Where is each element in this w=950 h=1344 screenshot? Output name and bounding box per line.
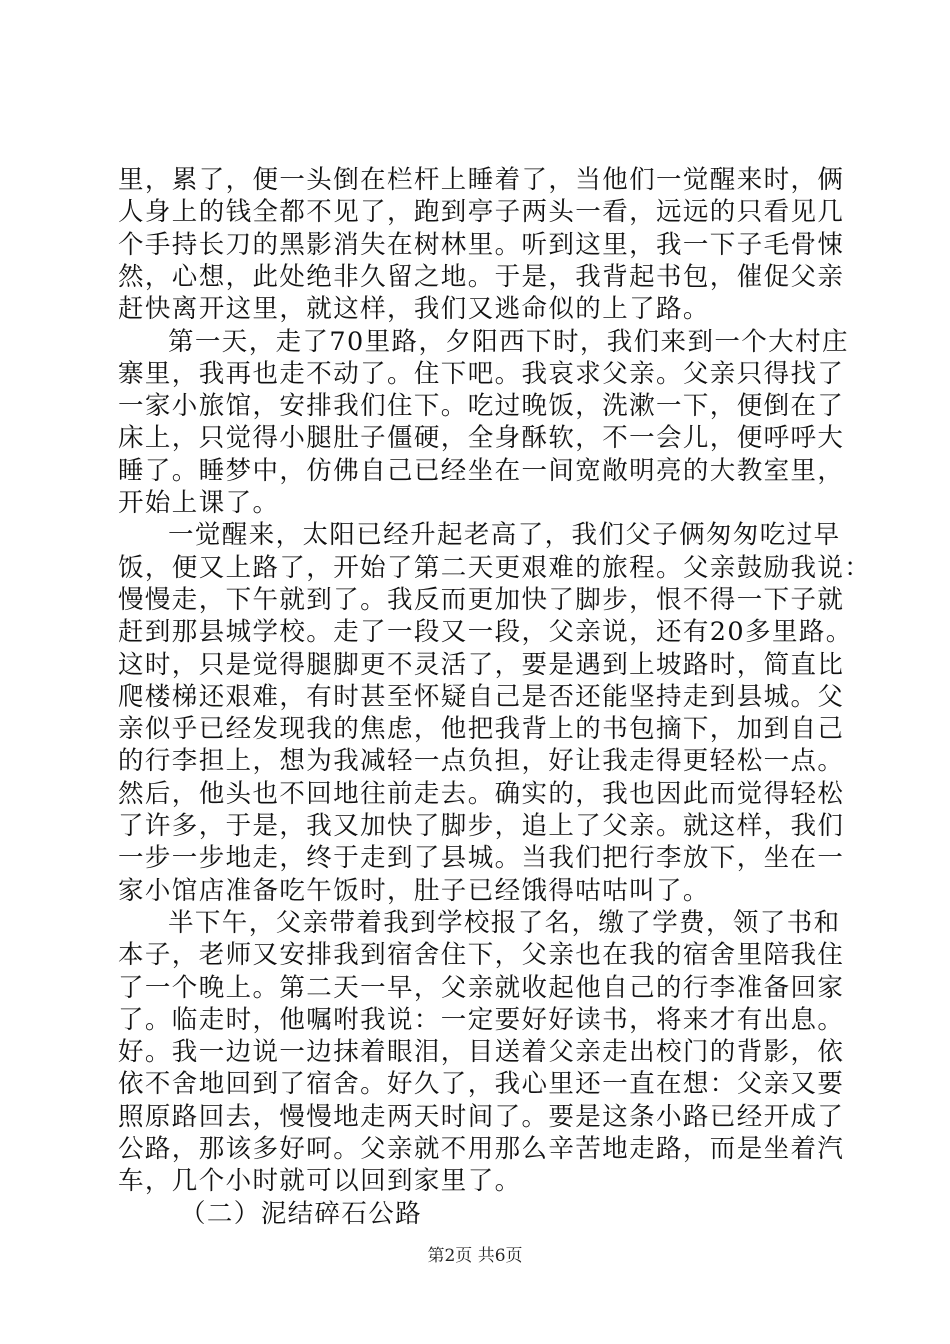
text-line: 家小馆店准备吃午饭时，肚子已经饿得咕咕叫了。: [118, 875, 710, 906]
text-line: 床上，只觉得小腿肚子僵硬，全身酥软，不一会儿，便呼呼大: [118, 423, 845, 454]
page-footer: 第2页 共6页: [427, 1246, 523, 1266]
text-line: 一步一步地走，终于走到了县城。当我们把行李放下，坐在一: [118, 843, 845, 874]
text-line: 了。临走时，他嘱咐我说：一定要好好读书，将来才有出息。: [118, 1004, 845, 1035]
text-line: 饭，便又上路了，开始了第二天更艰难的旅程。父亲鼓励我说：: [118, 552, 872, 583]
text-line: 人身上的钱全都不见了，跑到亭子两头一看，远远的只看见几: [118, 197, 845, 228]
text-line: 慢慢走，下午就到了。我反而更加快了脚步，恨不得一下子就: [118, 584, 845, 615]
text-line: 寨里，我再也走不动了。住下吧。我哀求父亲。父亲只得找了: [118, 358, 845, 389]
text-line: 本子，老师又安排我到宿舍住下，父亲也在我的宿舍里陪我住: [118, 940, 845, 971]
text-line: 亲似乎已经发现我的焦虑，他把我背上的书包摘下，加到自己: [118, 714, 845, 745]
text-line: 了许多，于是，我又加快了脚步，追上了父亲。就这样，我们: [118, 811, 845, 841]
text-line: 开始上课了。: [118, 488, 280, 518]
text-line: 赶到那县城学校。走了一段又一段，父亲说，还有20多里路。: [118, 617, 853, 648]
text-line: 了一个晚上。第二天一早，父亲就收起他自己的行李准备回家: [118, 972, 845, 1003]
text-line: 赶快离开这里，就这样，我们又逃命似的上了路。: [118, 294, 710, 325]
paragraph-first-line: 半下午，父亲带着我到学校报了名，缴了学费，领了书和: [168, 907, 841, 938]
text-line: 然后，他头也不回地往前走去。确实的，我也因此而觉得轻松: [118, 778, 845, 809]
text-line: 好。我一边说一边抹着眼泪，目送着父亲走出校门的背影，依: [118, 1037, 845, 1068]
text-line: 照原路回去，慢慢地走两天时间了。要是这条小路已经开成了: [118, 1101, 845, 1132]
paragraph-first-line: 第一天，走了70里路，夕阳西下时，我们来到一个大村庄: [168, 326, 849, 357]
text-line: 一家小旅馆，安排我们住下。吃过晚饭，洗漱一下，便倒在了: [118, 391, 845, 422]
text-line: 公路，那该多好呵。父亲就不用那么辛苦地走路，而是坐着汽: [118, 1134, 845, 1164]
text-line: 睡了。睡梦中，仿佛自己已经坐在一间宽敞明亮的大教室里，: [118, 455, 845, 486]
section-heading: （二）泥结碎石公路: [180, 1198, 423, 1229]
text-line: 然，心想，此处绝非久留之地。于是，我背起书包，催促父亲: [118, 261, 845, 292]
text-line: 个手持长刀的黑影消失在树林里。听到这里，我一下子毛骨悚: [118, 229, 845, 260]
text-line: 依不舍地回到了宿舍。好久了，我心里还一直在想：父亲又要: [118, 1069, 845, 1100]
text-line: 车，几个小时就可以回到家里了。: [118, 1166, 522, 1197]
paragraph-first-line: 一觉醒来，太阳已经升起老高了，我们父子俩匆匆吃过早: [168, 520, 841, 551]
text-line: 爬楼梯还艰难，有时甚至怀疑自己是否还能坚持走到县城。父: [118, 681, 845, 712]
text-line: 里，累了，便一头倒在栏杆上睡着了，当他们一觉醒来时，俩: [118, 165, 845, 195]
text-line: 的行李担上，想为我减轻一点负担，好让我走得更轻松一点。: [118, 746, 845, 777]
text-line: 这时，只是觉得腿脚更不灵活了，要是遇到上坡路时，简直比: [118, 649, 845, 680]
